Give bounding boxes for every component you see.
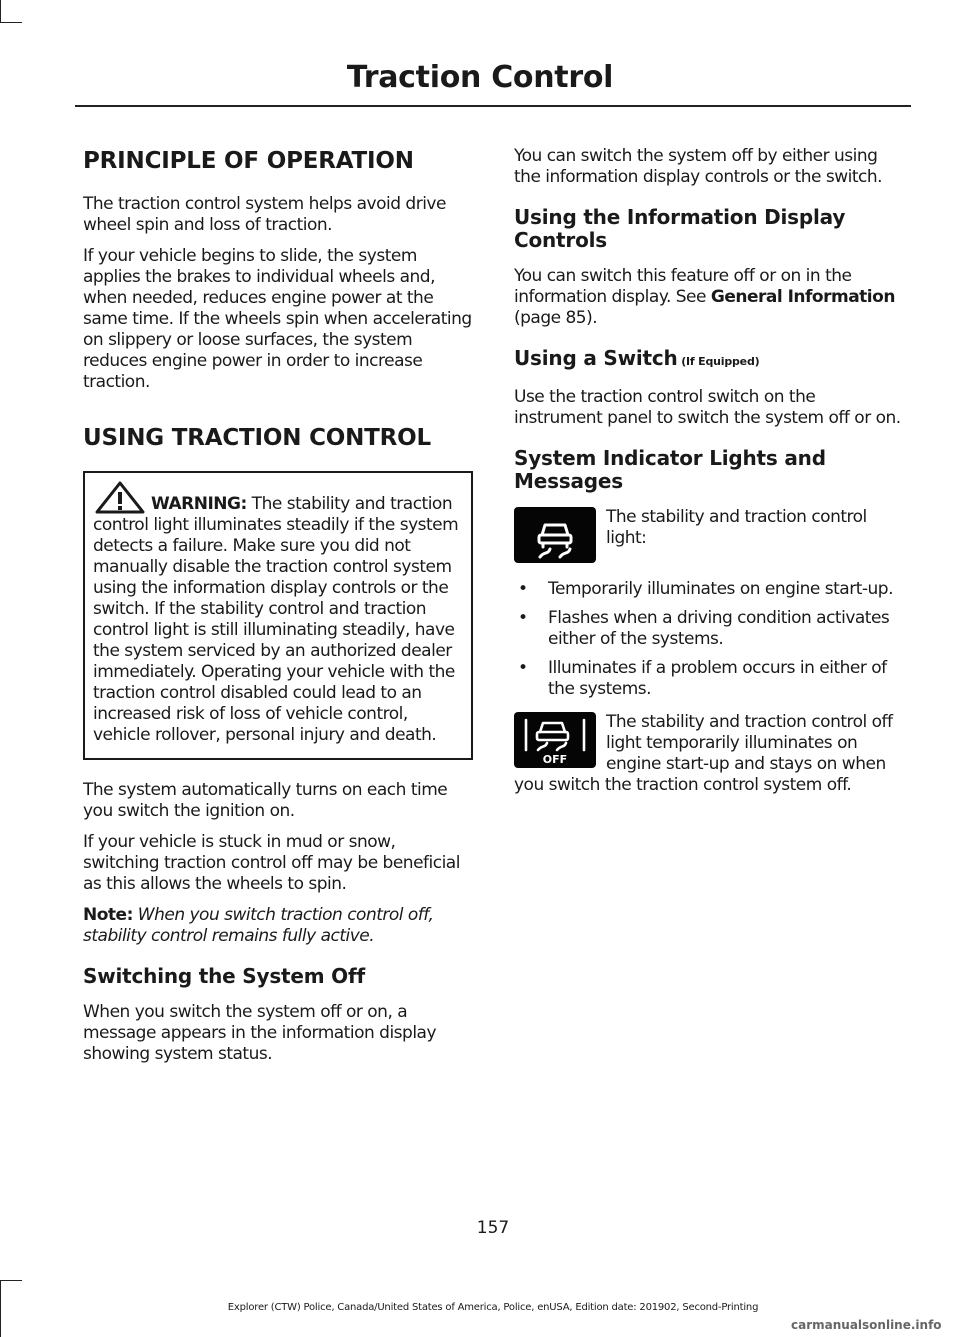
warning-text: The stability and traction control light illuminates steadily if the system detects a failure. Make sure you did not manually disable the traction control system using the information display controls or the switch. If the stability control and traction control light is still illuminating steadily, have the system serviced by an authorized dealer immediately. Operating your vehicle with the traction control disabled could lead to an increased risk of loss of vehicle control, vehicle rollover, personal injury and death. xyxy=(93,494,459,745)
if-equipped-label: (If Equipped) xyxy=(677,355,760,368)
info-display-paragraph xyxy=(514,266,907,329)
stuck-paragraph: If your vehicle is stuck in mud or snow, switching traction control off may be beneficial as this allows the wheels to spin. xyxy=(83,832,460,894)
intro-paragraph: You can switch the system off by either using the information display controls or the switch. xyxy=(514,146,883,187)
info-text-after: (page 85). xyxy=(514,308,598,328)
info-display-heading: Using the Information Display Controls xyxy=(514,205,846,252)
general-information-link[interactable]: General Information xyxy=(710,287,895,307)
crop-mark xyxy=(0,0,1,22)
crop-mark xyxy=(0,22,22,23)
traction-control-off-light-icon xyxy=(514,712,596,768)
note-label: Note: xyxy=(83,905,133,925)
off-label: OFF xyxy=(542,753,568,766)
using-switch-heading xyxy=(514,347,907,373)
note-paragraph xyxy=(83,905,473,947)
off-light-text: The stability and traction control off light temporarily illuminates on engine start-up and stays on when you switch the traction control system off. xyxy=(514,712,893,795)
left-column xyxy=(83,146,473,1075)
principle-heading: PRINCIPLE OF OPERATION xyxy=(83,148,414,174)
switching-paragraph: When you switch the system off or on, a message appears in the information display showing system status. xyxy=(83,1002,437,1064)
list-item: • Illuminates if a problem occurs in either of the systems. xyxy=(514,658,907,700)
indicator-heading: System Indicator Lights and Messages xyxy=(514,446,826,493)
warning-triangle-icon xyxy=(93,481,147,515)
principle-paragraph-1: The traction control system helps avoid drive wheel spin and loss of traction. xyxy=(83,194,446,235)
switch-paragraph: Use the traction control switch on the instrument panel to switch the system off or on. xyxy=(514,387,901,428)
warning-label: WARNING: xyxy=(151,494,247,514)
info-text-before: You can switch this feature off or on in the information display. See xyxy=(514,266,852,307)
principle-paragraph-2: If your vehicle begins to slide, the system applies the brakes to individual wheels and, when needed, reduces engine power at the same time. If the wheels spin when accelerating on slippery or loose surfaces, the system reduces engine power in order to increase traction. xyxy=(83,246,472,392)
light-behavior-list xyxy=(514,579,907,700)
switching-system-off-heading: Switching the System Off xyxy=(83,964,365,988)
page-title: Traction Control xyxy=(346,60,614,95)
stability-traction-light-icon xyxy=(514,507,596,563)
stability-light-text: The stability and traction control light: xyxy=(606,507,867,548)
warning-box xyxy=(83,471,473,760)
watermark: carmanualsonline.info xyxy=(791,1318,942,1332)
crop-mark xyxy=(0,1280,22,1281)
using-traction-control-heading: USING TRACTION CONTROL xyxy=(83,425,431,451)
list-item: • Temporarily illuminates on engine start-up. xyxy=(514,579,907,600)
stability-light-block xyxy=(514,507,907,567)
right-column xyxy=(514,146,907,808)
warning-paragraph xyxy=(93,481,463,746)
switch-heading-text: Using a Switch xyxy=(514,346,678,370)
auto-on-paragraph: The system automatically turns on each time you switch the ignition on. xyxy=(83,780,448,821)
list-item: • Flashes when a driving condition activates either of the systems. xyxy=(514,608,907,650)
note-text: When you switch traction control off, stability control remains fully active. xyxy=(83,905,434,946)
header-divider xyxy=(75,105,911,107)
off-light-block xyxy=(514,712,907,796)
page-number: 157 xyxy=(476,1218,510,1238)
footer-edition: Explorer (CTW) Police, Canada/United States of America, Police, enUSA, Edition date: 201902, Second-Printing xyxy=(227,1302,759,1313)
